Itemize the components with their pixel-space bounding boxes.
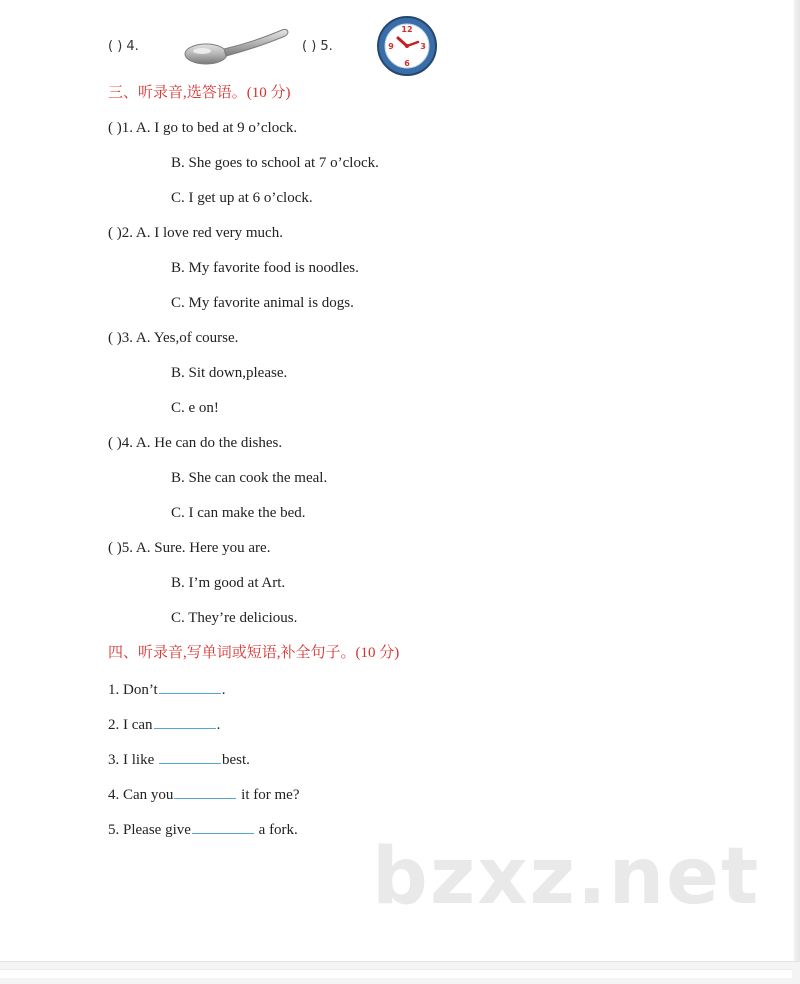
fill-sentence-5: 5. Please give a fork. [108,819,298,839]
watermark: bzxz.net [372,832,761,922]
picture-question-5-label: ( ) 5. [302,39,333,54]
q5-option-a: ( )5. A. Sure. Here you are. [108,540,271,556]
q4-answer-bracket: ( )4. [108,435,136,451]
section-4-heading: 四、听录音,写单词或短语,补全句子。(10 分) [108,645,400,661]
picture-question-4-label: ( ) 4. [108,39,139,54]
clock-numeral-9: 9 [388,42,394,51]
clock-numeral-12: 12 [401,25,413,34]
page-bottom-edge [0,961,800,984]
fill-blank-5[interactable] [192,819,254,834]
q5-option-b: B. I’m good at Art. [171,575,286,591]
q2-option-b: B. My favorite food is noodles. [171,260,359,276]
q1-answer-bracket: ( )1. [108,120,136,136]
clock-icon [376,15,438,77]
clock-numeral-6: 6 [404,59,410,68]
q5-option-c: C. They’re delicious. [171,610,298,626]
fill-sentence-1: 1. Don’t . [108,679,225,699]
fill-sentence-3: 3. I like best. [108,749,250,769]
fill-sentence-2: 2. I can . [108,714,220,734]
fill-blank-1[interactable] [159,679,221,694]
section-3-heading: 三、听录音,选答语。(10 分) [108,85,291,101]
clock-numeral-3: 3 [420,42,426,51]
q2-option-c: C. My favorite animal is dogs. [171,295,354,311]
q4-option-b: B. She can cook the meal. [171,470,328,486]
picture-question-row [108,25,468,80]
q2-option-a: ( )2. A. I love red very much. [108,225,283,241]
fill-blank-4[interactable] [174,784,236,799]
q4-option-c: C. I can make the bed. [171,505,306,521]
fill-sentence-4: 4. Can you it for me? [108,784,299,804]
page-right-edge [794,0,800,984]
q1-option-b: B. She goes to school at 7 o’clock. [171,155,379,171]
fill-blank-3[interactable] [159,749,221,764]
q1-option-c: C. I get up at 6 o’clock. [171,190,313,206]
q5-answer-bracket: ( )5. [108,540,136,556]
fill-blank-2[interactable] [154,714,216,729]
q2-answer-bracket: ( )2. [108,225,136,241]
q4-option-a: ( )4. A. He can do the dishes. [108,435,283,451]
q3-option-a: ( )3. A. Yes,of course. [108,330,239,346]
q3-answer-bracket: ( )3. [108,330,136,346]
spoon-icon [184,24,294,68]
q1-option-a: ( )1. A. I go to bed at 9 o’clock. [108,120,298,136]
q3-option-b: B. Sit down,please. [171,365,288,381]
q3-option-c: C. e on! [171,400,219,416]
